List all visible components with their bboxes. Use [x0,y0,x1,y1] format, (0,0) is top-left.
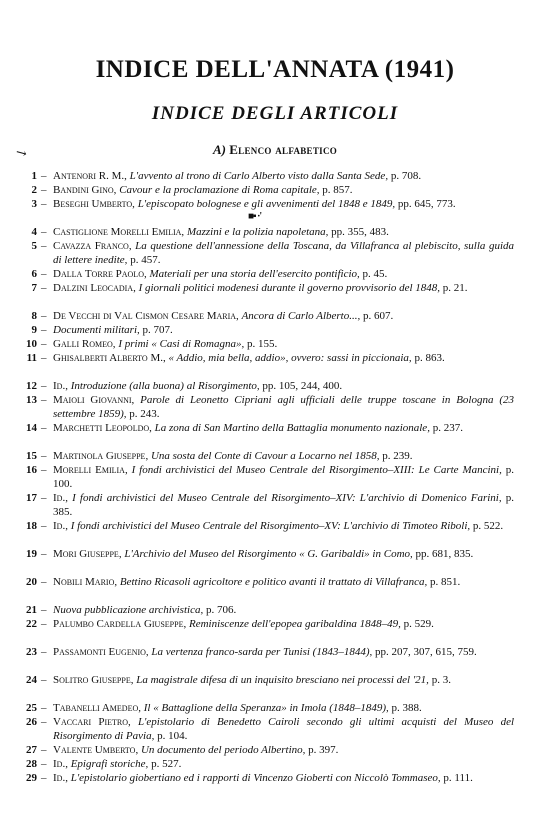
entry-title: Un documento del periodo Albertino, [140,744,306,756]
entry-number: 6 [31,268,37,280]
entry-pages: p. 851. [429,576,461,588]
entry-author: Passamonti Eugenio, [53,646,149,658]
entry-number: 20 [26,576,37,588]
entry-dash: – [41,618,47,630]
entry-number: 23 [26,646,37,658]
entry-number: 10 [26,338,37,350]
entry-dash: – [41,282,47,294]
entry-author: Mori Giuseppe, [53,548,122,560]
entry-author: Tabanelli Amedeo, [53,702,141,714]
entry-body [53,744,514,758]
entry-pages: p. 388. [391,702,422,714]
entry-dash: – [41,226,47,238]
entry-title: Una sosta del Conte di Cavour a Locarno nel 1858, [150,450,380,462]
entry-dash: – [41,604,47,616]
entry-title: I primi « Casi di Romagna», [118,338,245,350]
entry-number: 19 [26,548,37,560]
entry-number: 1 [31,170,37,182]
entry-title: Ancora di Carlo Alberto..., [241,310,361,322]
entry-title: La magistrale difesa di un inquisito bresciano nei processi del '21, [136,674,429,686]
entry-dash: – [41,492,47,504]
entry-title: Mazzini e la polizia napoletana, [186,226,329,238]
entry-author: Palumbo Cardella Giuseppe, [53,618,187,630]
entry-author: Nobili Mario, [53,576,118,588]
entry-pages: p. 100. [53,464,515,490]
entry-dash: – [41,380,47,392]
entry-dash: – [41,268,47,280]
entry-pages: p. 457. [130,253,161,266]
entry-dash: – [41,520,47,532]
entry-title: « Addio, mia bella, addio», ovvero: sassi in piccionaia, [168,352,412,364]
entry-dash: – [41,450,47,462]
entry-title: La zona di San Martino della Battaglia monumento nazionale, [154,422,430,434]
entry-body [53,184,514,198]
entry-pages: p. 237. [432,422,463,434]
entry-body [53,772,514,786]
entry-author: Antenori R. M., [53,170,127,182]
entry-author: Maioli Giovanni, [53,394,135,406]
entry-number: 25 [26,702,37,714]
section-name: Elenco alfabetico [229,142,338,157]
entry-body [53,352,514,366]
entry-number: 7 [31,282,37,294]
entry-title: Il « Battaglione della Speranza» in Imola (1848–1849), [143,702,389,714]
entry-body [53,282,514,296]
entry-dash: – [41,310,47,322]
entry-author: Bandini Gino, [53,184,117,196]
entry-number: 17 [26,492,37,504]
articles-index-heading: INDICE DEGLI ARTICOLI [151,103,399,124]
entry-title: Nuova pubblicazione archivistica, [53,604,204,616]
entry-pages: pp. 207, 307, 615, 759. [374,646,477,658]
entry-number: 13 [26,394,37,406]
entry-body [53,646,514,660]
entry-author: Marchetti Leopoldo, [53,422,152,434]
entry-number: 3 [31,198,37,210]
entry-title: I fondi archivistici del Museo Centrale del Risorgimento–XIII: Le Carte Mancini, [131,464,502,476]
entry-author: Id., [53,758,68,770]
entry-author: Galli Romeo, [53,338,116,350]
entry-pages: p. 243. [129,407,160,420]
entry-title: I fondi archivistici del Museo Centrale del Risorgimento–XIV: L'archivio di Domenico Farini, [72,492,502,504]
entry-title: Documenti militari, [53,324,140,336]
entry-title: L'epistolario giobertiano ed i rapporti di Vincenzo Gioberti con Niccolò Tommaseo, [70,772,441,784]
entry-number: 27 [26,744,37,756]
entry-body [53,464,514,491]
entry-author: Vaccari Pietro, [53,716,131,728]
entry-title: Reminiscenze dell'epopea garibaldina 1848–49, [188,618,401,630]
entry-number: 11 [26,352,37,364]
entry-title: I giornali politici modenesi durante il governo provvisorio del 1848, [138,282,441,294]
entry-dash: – [41,422,47,434]
entry-author: Solitro Giuseppe, [53,674,134,686]
entry-author: Valente Umberto, [53,744,139,756]
entry-pages: p. 607. [362,310,394,322]
entry-pages: p. 21. [442,282,468,294]
entry-dash: – [41,548,47,560]
entry-dash: – [41,464,47,476]
entry-number: 2 [31,184,37,196]
entry-body [53,450,514,464]
entry-number: 28 [26,758,37,770]
entry-author: Cavazza Franco, [53,240,132,252]
entry-title: L'episcopato bolognese e gli avvenimenti del 1848 e 1849, [137,198,396,210]
entry-pages: p. 863. [414,352,445,364]
entry-dash: – [41,394,47,406]
entry-body [53,324,514,338]
entry-number: 14 [26,422,37,434]
entry-number: 12 [26,380,37,392]
entry-number: 4 [31,226,37,238]
entry-body [53,716,514,743]
entry-body [53,604,514,618]
entry-pages: p. 239. [382,450,413,462]
entry-pages: p. 706. [205,604,237,616]
entry-author: Morelli Emilia, [53,464,128,476]
entry-pages: p. 155. [246,338,278,350]
entry-pages: p. 527. [151,758,182,770]
entry-title: Parole di Leonetto Cipriani agli ufficiali delle truppe toscane in Bologna (23 settembre 1859), [53,394,514,420]
entry-dash: – [41,576,47,588]
entry-body [53,674,514,688]
entry-body [53,268,514,282]
entry-author: Id., [53,380,68,392]
entry-author: De Vecchi di Val Cismon Cesare Maria, [53,310,239,322]
entry-pages: p. 397. [308,744,339,756]
entry-dash: – [41,324,47,336]
entry-body [53,618,514,632]
entry-body [53,226,514,240]
entry-body [53,394,514,421]
entry-body [53,240,514,267]
entry-dash: – [41,702,47,714]
entry-body [53,702,514,716]
entry-author: Id., [53,772,68,784]
section-letter: A) [212,142,226,157]
entry-number: 21 [26,604,37,616]
entry-title: L'avvento al trono di Carlo Alberto visto dalla Santa Sede, [129,170,389,182]
entry-dash: – [41,772,47,784]
entry-pages: p. 104. [157,729,188,742]
entry-number: 22 [26,618,37,630]
entry-body [53,422,514,436]
entry-title: La vertenza franco-sarda per Tunisi (1843–1844), [151,646,373,658]
entry-dash: – [41,240,47,252]
entry-title: I fondi archivistici del Museo Centrale del Risorgimento–XV: L'archivio di Timoteo Riboli, [70,520,471,532]
entry-pages: p. 385. [53,492,514,518]
entry-body [53,492,514,519]
entry-pages: p. 111. [443,772,473,784]
entry-body [53,520,514,534]
entry-number: 29 [26,772,37,784]
entry-pages: p. 529. [403,618,434,630]
entry-number: 5 [31,240,37,252]
entry-body [53,758,514,772]
entry-body [53,170,514,184]
entry-dash: – [41,744,47,756]
entry-dash: – [41,758,47,770]
entry-author: Castiglione Morelli Emilia, [53,226,185,238]
entry-number: 16 [26,464,37,476]
entry-dash: – [41,646,47,658]
entry-pages: p. 3. [431,674,451,686]
entry-dash: – [41,674,47,686]
entry-dash: – [41,338,47,350]
section-heading [0,142,550,158]
entry-body [53,338,514,352]
entry-body [53,576,514,590]
page-title: INDICE DELL'ANNATA (1941) [95,56,455,83]
entry-pages: p. 708. [390,170,422,182]
entry-body [53,548,514,562]
entry-number: 15 [26,450,37,462]
entry-pages: p. 45. [362,268,388,280]
entry-pages: pp. 355, 483. [331,226,389,238]
entry-title: Cavour e la proclamazione di Roma capitale, [119,184,320,196]
entry-title: Materiali per una storia dell'esercito pontificio, [149,268,360,280]
entry-title: Introduzione (alla buona) al Risorgimento, [70,380,260,392]
entry-title: La questione dell'annessione della Toscana, da Villafranca al plebiscito, sulla guida di lettere inedite, [53,240,515,266]
entry-dash: – [41,170,47,182]
entry-body [53,380,514,394]
entry-dash: – [41,716,47,728]
entry-title: L'epistolario di Benedetto Cairoli secondo gli ultimi acquisti del Museo del Risorgimento di Pavia, [53,716,515,742]
entry-number: 18 [26,520,37,532]
entry-pages: p. 707. [142,324,173,336]
entry-pages: p. 522. [472,520,504,532]
entry-author: Beseghi Umberto, [53,198,135,210]
entry-author: Ghisalberti Alberto M., [53,352,166,364]
entry-author: Dalzini Leocadia, [53,282,136,294]
entry-number: 8 [31,310,37,322]
entry-author: Martinola Giuseppe, [53,450,149,462]
entry-pages: pp. 645, 773. [397,198,456,210]
entry-number: 9 [31,324,37,336]
entry-author: Dalla Torre Paolo, [53,268,147,280]
entry-body [53,198,514,212]
entry-pages: pp. 681, 835. [415,548,474,560]
entry-number: 24 [26,674,37,686]
print-blemish-mark: ■▪ ·' [248,211,262,222]
entry-title: Bettino Ricasoli agricoltore e politico avanti il trattato di Villafranca, [119,576,428,588]
entry-pages: pp. 105, 244, 400. [262,380,343,392]
entry-number: 26 [26,716,37,728]
entry-body [53,310,514,324]
entry-author: Id., [53,492,68,504]
entry-author: Id., [53,520,68,532]
entry-title: Epigrafi storiche, [70,758,149,770]
entry-title: L'Archivio del Museo del Risorgimento « G. Garibaldi» in Como, [124,548,413,560]
margin-check-mark: ↘ [12,143,30,162]
entry-dash: – [41,352,47,364]
entry-dash: – [41,184,47,196]
entry-pages: p. 857. [322,184,353,196]
entry-dash: – [41,198,47,210]
